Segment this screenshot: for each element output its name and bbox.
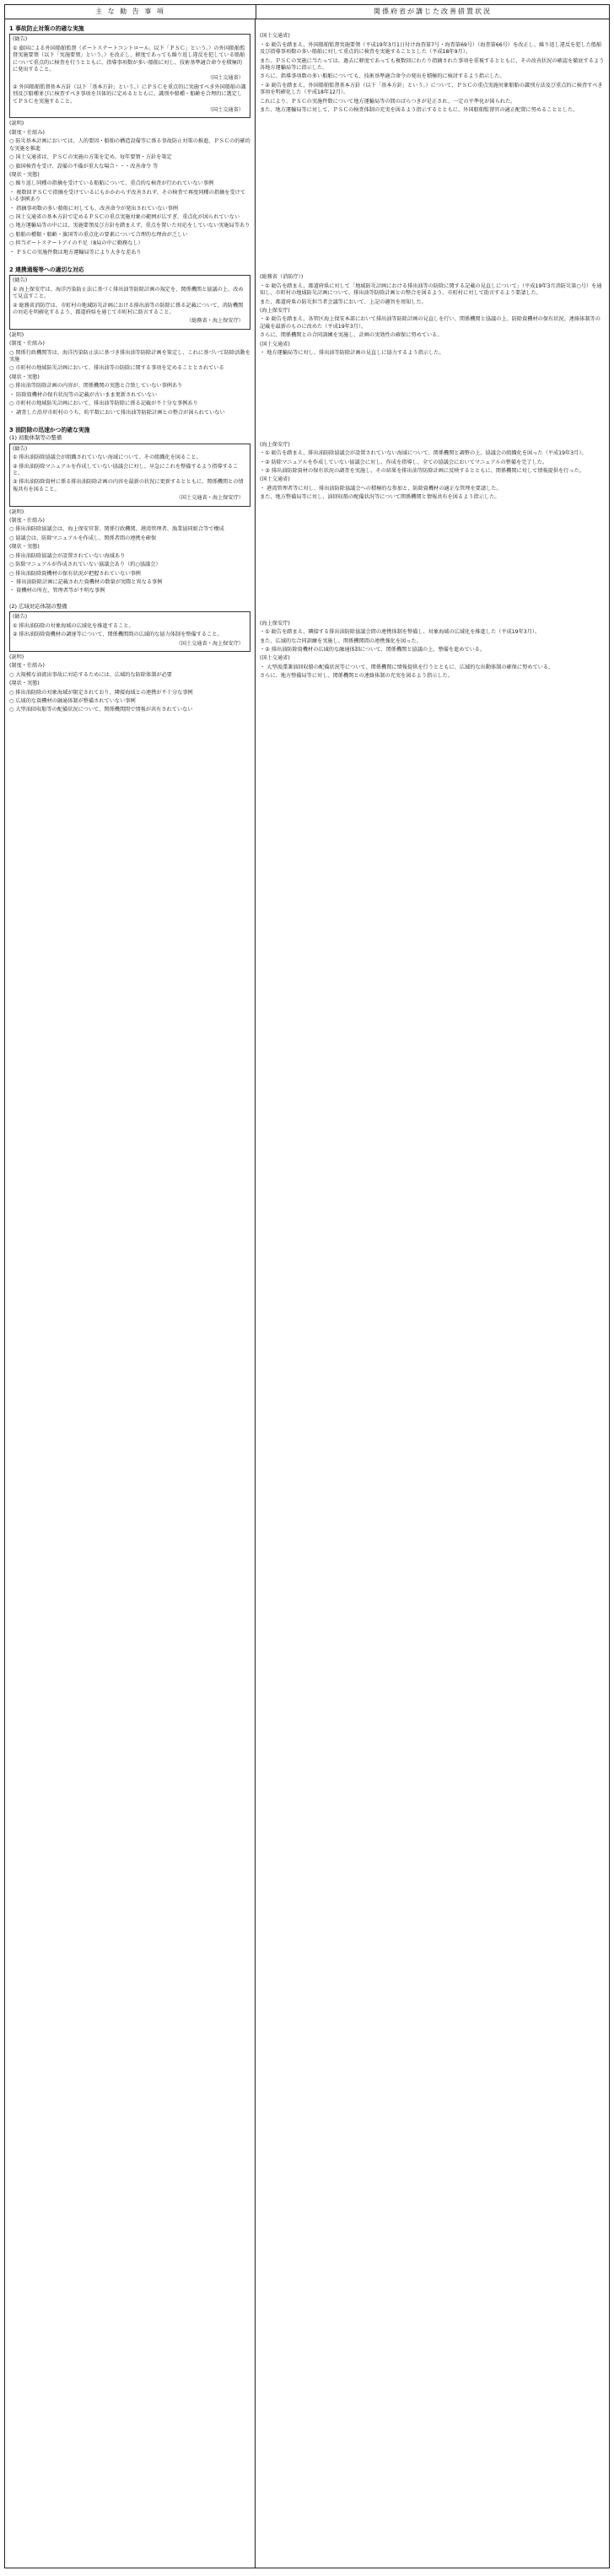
measure-line: (海上保安庁): [260, 308, 290, 315]
explanation-line: ○ 担当ポートステートアイの不足（8局の中に勤務なし）: [9, 240, 143, 247]
explanation-line: (説明): [9, 508, 24, 515]
explanation-line: (現状・実態): [9, 374, 40, 380]
table-header: [5, 5, 609, 19]
measure-line: ・③ 排出油防除資材の保有状況の調査を実施し、その結果を排出油等防除計画に反映するとともに、関係機関に対して情報提供を行った。: [260, 468, 584, 475]
measure-line: ・② 排出油防除資機材の広域的な融通体制について、関係機関と協議の上、整備を進めている。: [260, 647, 486, 653]
measure-line: また、地方運輸局等に対して、ＰＳＣの検査体制の充実を図るよう指示するとともに、外国船舶監督官の適正配置に努めることとした。: [260, 107, 579, 114]
measure-line: ・ 大型浚渫兼油回収船の配備状況等について、関係機関に情報提供を行うとともに、広域的な出動体制の確保に努めている。: [260, 664, 554, 670]
header-measures: 関係府省が講じた改善措置状況: [374, 8, 492, 15]
report-table: [4, 4, 610, 2568]
explanation-line: (制度・仕組み): [9, 129, 45, 136]
recommendation-line: (勧告): [13, 445, 28, 452]
explanation-line: ○ 船舶の種類・船齢・旗国等の重点化の要素について合理的な理由が乏しい: [9, 231, 188, 238]
measure-line: (総務省（消防庁）): [260, 274, 304, 281]
recommendation-line: (勧告): [13, 36, 28, 43]
section-spacer: [260, 605, 605, 612]
explanation-line: (説明): [9, 331, 24, 338]
measure-line: また、都道府県の防災担当者会議等において、上記の趣旨を周知した。: [260, 298, 427, 305]
section-right-1: [260, 266, 605, 417]
explanation-line: ○ 排出油防除協議会が設置されていない海域あり: [9, 552, 126, 559]
section-gap: [9, 595, 250, 602]
recommendation-box: [9, 444, 250, 507]
measure-line: (海上保安庁): [260, 620, 290, 627]
recommendation-line: ① 排出油防除の対象海域の広域化を推進すること。: [13, 622, 134, 629]
explanation-line: ○ 防災基本計画においては、人的要因・船舶の構造設備等に係る事故防止対策の推進、ＰＳＣの的確的な実施を推進: [9, 138, 250, 152]
recommendation-line: （国土交通省）: [207, 75, 244, 82]
explanation-line: (説明): [9, 121, 24, 127]
recommendation-line: ② 総務省消防庁は、市町村の地域防災計画における排出油等の防除に係る記載について、消防機関の対応を明確化するよう、都道府県を通じて市町村に助言すること。: [13, 302, 244, 316]
explanation-line: ・ ＰＳＣの実施件数は地方運輸局等により大きな差あり: [9, 249, 142, 255]
recommendation-line: （国土交通省・海上保安庁）: [175, 495, 244, 502]
explanation-line: (説明): [9, 654, 24, 661]
right-column: [256, 19, 609, 2568]
section-right-3: [260, 605, 605, 717]
explanation-line: ○ 排出油防除資機材の保有状況が把握されていない事例: [9, 570, 141, 577]
recommendation-line: （国土交通省）: [207, 107, 244, 114]
measure-line: ・① 勧告を踏まえ、外国船舶監督実施要領（平成19年3月1日付け海査第7号・海査第69号）（海査第66号）を改正し、繰り返し違反を犯した船舶及び指導事項数の多い船舶に対して重点的に検査を実施することとした（平成18年9月）。: [260, 41, 602, 56]
explanation-line: ・ 調査した沿岸市町村のうち、約半数において排出油等防除計画との整合が図られていない: [9, 409, 225, 416]
measure-line: (国土交通省): [260, 655, 290, 662]
measure-line: (国土交通省): [260, 33, 290, 40]
explanation-line: ○ 市町村の地域防災計画において、排出油等防除に係る記載が不十分な事例あり: [9, 401, 198, 407]
section-spacer: [260, 434, 605, 441]
recommendation-line: (勧告): [13, 614, 28, 621]
explanation-line: ○ 市町村の地域防災計画において、排出油等の防除に関する事項を定めることとされている: [9, 365, 224, 372]
explanation-line: ○ 関係行政機関等は、海洋汚染防止法に基づき排出油等防除計画を策定し、これに基づいて防除活動を実施: [9, 349, 250, 363]
explanation-line: ○ 排出油防除の対象海域が限定されており、隣接海域との連携が不十分な事例: [9, 689, 193, 696]
measure-line: ・① 勧告を踏まえ、排出油防除協議会が設置されていない海域について、関係機関と調整の上、協議会の組織化を図った（平成19年3月）。: [260, 450, 587, 457]
explanation-line: (現状・実態): [9, 544, 40, 551]
section-heading: 1 事故防止対策の的確な実施: [9, 25, 84, 32]
measure-line: ・② 勧告を踏まえ、各管区海上保安本部において排出油等防除計画の見直しを行い、関係機関と協議の上、防除資機材の保有状況、連絡体制等の記載を最新のものに改めた（平成19年3月）。: [260, 316, 601, 330]
recommendation-box: [9, 34, 250, 118]
explanation-line: (現状・実態): [9, 680, 40, 687]
section-gap: [260, 417, 605, 423]
explanation-line: ○ 広域的な資機材の融通体制が整備されていない事例: [9, 698, 136, 705]
section-subheading: (2) 広域対応体制の整備: [9, 603, 67, 610]
section-spacer: [260, 427, 605, 433]
section-heading: 3 油防除の迅速かつ的確な実施: [9, 427, 90, 433]
explanation-line: ○ 協議会は、防除マニュアルを作成し、関係者間の連携を確保: [9, 535, 157, 541]
section-left-3: [9, 603, 250, 714]
measure-line: さらに、地方整備局等に対し、関係機関との連絡体制の充実を図るよう指示した。: [260, 673, 453, 680]
measure-line: また、ＰＳＣの実施に当たっては、過去に軽度であっても複数回にわたり指摘された事項を重視するとともに、その改善状況の確認を徹底するよう各地方運輸局等に指示した。: [260, 57, 605, 72]
explanation-line: ○ 国土交通省の基本方針で定めるＰＳＣの重点実施対象の範囲が広すぎ、重点化が図られていない: [9, 213, 240, 220]
measure-line: ・② 勧告を踏まえ、外国船舶監督基本方針（以下「基本方針」という。）について、ＰＳＣの重点実施対象船舶の識別方法及び重点的に検査すべき事項を明確化した（平成18年12月）。: [260, 82, 603, 96]
recommendation-line: ② 排出油防除マニュアルを作成していない協議会に対し、早急にこれを整備するよう指導すること。: [13, 463, 239, 477]
section-gap: [260, 717, 605, 723]
section-right-2: [260, 427, 605, 595]
recommendation-line: ③ 排出油防除資材に係る排出油防除計画の内容を最新の状況に更新するとともに、関係機関との情報共有を図ること。: [13, 479, 244, 492]
recommendation-line: （国土交通省・海上保安庁）: [175, 640, 244, 647]
section-spacer: [260, 266, 605, 273]
measure-line: (国土交通省): [260, 476, 290, 483]
explanation-line: ○ 排出油等防除計画の内容が、関係機関の実態と合致していない事例あり: [9, 383, 183, 390]
section-gap: [9, 256, 250, 263]
explanation-line: (制度・仕組み): [9, 663, 45, 670]
measure-line: また、広域的な合同訓練を実施し、関係機関間の連携強化を図った。: [260, 637, 422, 644]
section-heading: 2 連携通報等への適切な対応: [9, 266, 84, 273]
section-spacer: [260, 613, 605, 620]
explanation-line: ○ 繰り返し同種の指摘を受けている船舶について、重点的な検査が行われていない事例: [9, 180, 214, 187]
explanation-line: ・ 資機材の所在、管理者等が不明な事例: [9, 588, 105, 594]
explanation-line: ○ 旗国検査を受け、設備の不備が重大な場合・・・改善命令 等: [9, 163, 159, 169]
section-spacer: [260, 25, 605, 32]
recommendation-line: ① 旗国による外国船舶監督（ポートステートコントロール。以下「ＰＳＣ」という。）の外国船舶監督実施要領（以下「実施要領」という。）を改正し、軽度であっても繰り返し違反を犯している船舶について重点的に検査を行うとともに、指導事項数が多い船舶に対し、技術基準適合命令を積極的に発出すること。: [13, 45, 245, 73]
explanation-line: (制度・仕組み): [9, 341, 45, 347]
header-recommendations: 主 な 勧 告 事 項: [5, 5, 256, 19]
explanation-line: ○ 防除マニュアルが作成されていない協議会あり（約○協議会）: [9, 562, 161, 568]
explanation-line: ・ 複数回ＰＳＣで指摘を受けているにもかかわらず改善されず、その検査で再度同種の指摘を受けている事例あり: [9, 189, 245, 203]
section-left-2: [9, 427, 250, 595]
recommendation-line: ② 排出油防除資機材の調達等について、関係機関間の広域的な協力体制を整備すること。: [13, 632, 223, 638]
recommendation-box: [9, 275, 250, 329]
explanation-line: ○ 地方運輸局等の中には、実施要領及び方針を踏まえず、重点を置いた対応をしていない実施局等あり: [9, 223, 250, 229]
measure-line: さらに、関係機関との合同訓練を実施し、計画の実効性の確保に努めている。: [260, 332, 443, 339]
recommendation-line: （総務省・海上保安庁）: [186, 318, 244, 325]
explanation-line: ○ 国土交通省は、ＰＳＣの実施の方策を定め、毎年要領・方針を策定: [9, 154, 172, 161]
measure-line: ・① 勧告を踏まえ、都道府県に対して「地域防災計画における排出油等の防除に関する記載の見直しについて」（平成19年3月消防災第○号）を通知し、市町村の地域防災計画について、排出油等防除計画との整合を図るよう、市町村に対して助言するよう要請した。: [260, 282, 602, 297]
measure-line: ・① 勧告を踏まえ、隣接する排出油防除協議会間の連携体制を整備し、対象海域の広域化を推進した（平成19年3月）。: [260, 629, 541, 636]
measure-line: (海上保安庁): [260, 441, 290, 448]
explanation-line: ○ 大規模な油流出事故に対応するためには、広域的な防除体制が必要: [9, 671, 172, 678]
recommendation-line: ① 海上保安庁は、海洋汚染防止法に基づく排出油等防除計画の規定を、関係機関と協議の上、改めて見直すこと。: [13, 286, 244, 300]
measure-line: これにより、ＰＳＣの実施件数について地方運輸局等の間のばらつきが是正され、一定の平準化が図られた。: [260, 98, 516, 105]
recommendation-line: ① 排出油防除協議会が組織されていない海域について、その組織化を図ること。: [13, 454, 202, 461]
section-right-0: [260, 25, 605, 256]
explanation-line: (現状・実態): [9, 171, 40, 178]
section-gap: [260, 256, 605, 263]
left-column: [5, 19, 256, 2568]
explanation-line: (制度・仕組み): [9, 518, 45, 524]
recommendation-box: [9, 611, 250, 652]
measure-line: ・ 地方運輸局等に対し、排出油等防除計画の見直しに協力するよう指示した。: [260, 350, 444, 357]
measure-line: また、地方整備局等に対し、油回収船の配備状況等について関係機関と情報共有を図るよう指示した。: [260, 494, 500, 501]
measure-line: さらに、指導事項数の多い船舶についても、技術基準適合命令の発出を積極的に検討するよう指示した。: [260, 73, 505, 80]
explanation-line: ・ 排出油防除計画に記載された資機材の数量が実際と異なる事例: [9, 578, 163, 585]
measure-line: ・② 防除マニュアルを作成していない協議会に対し、作成を指導し、全ての協議会においてマニュアルの整備を完了した。: [260, 459, 548, 465]
recommendation-line: ② 外国船舶監督基本方針（以下「基本方針」という。）にＰＳＣを重点的に実施すべき外国船舶の識別及び船種並びに検査すべき事項を具体的に定めるとともに、識別や船種・船齢を合理的に選定してＰＳＣを実施すること。: [13, 83, 246, 105]
explanation-line: ○ 大型油回収船等の配備状況について、関係機関間で情報が共有されていない: [9, 707, 193, 713]
explanation-line: ・ 指摘事項数の多い船舶に対しても、改善命令が発出されていない事例: [9, 205, 178, 212]
measure-line: ・ 港湾管理者等に対し、排出油防除協議会への積極的な参加と、防除資機材の適正な管理を要請した。: [260, 485, 502, 492]
section-gap: [260, 595, 605, 602]
recommendation-line: (勧告): [13, 277, 28, 284]
explanation-line: ・ 防除資機材の保有状況等の記載が古いまま更新されていない: [9, 391, 158, 398]
section-gap: [9, 417, 250, 423]
section-gap: [9, 714, 250, 721]
explanation-line: ○ 排出油防除協議会は、海上保安官署、関係行政機関、港湾管理者、漁業協同組合等で構成: [9, 526, 224, 533]
measure-line: (国土交通省): [260, 341, 290, 347]
section-left-1: [9, 266, 250, 417]
section-subheading: (1) 初動体制等の整備: [9, 434, 62, 442]
section-left-0: [9, 25, 250, 256]
